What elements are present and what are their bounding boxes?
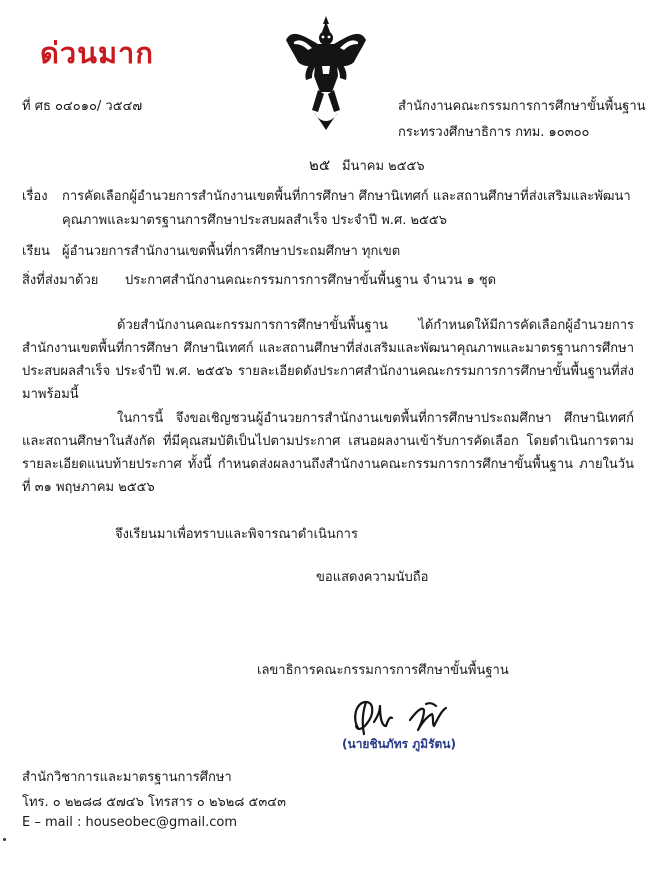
garuda-emblem-icon xyxy=(284,14,368,134)
scan-dot xyxy=(3,838,6,841)
enclosure-label: สิ่งที่ส่งมาด้วย xyxy=(22,273,99,288)
recipient-label: เรียน xyxy=(22,244,50,259)
sender-office-line1: สำนักงานคณะกรรมการการศึกษาขั้นพื้นฐาน xyxy=(398,99,646,114)
urgency-label: ด่วนมาก xyxy=(40,36,154,70)
recipient-text: ผู้อำนวยการสำนักงานเขตพื้นที่การศึกษาประถมศึกษา ทุกเขต xyxy=(62,244,401,259)
enclosure-text: ประกาศสำนักงานคณะกรรมการการศึกษาขั้นพื้นฐาน จำนวน ๑ ชุด xyxy=(125,273,497,288)
footer-phone-fax: โทร. ๐ ๒๒๘๘ ๕๗๔๖ โทรสาร ๐ ๒๖๒๘ ๕๓๔๓ xyxy=(22,795,286,810)
signer-name: (นายชินภัทร ภูมิรัตน) xyxy=(342,737,456,751)
salutation: ขอแสดงความนับถือ xyxy=(316,570,429,585)
subject-line1: การคัดเลือกผู้อำนวยการสำนักงานเขตพื้นที่การศึกษา ศึกษานิเทศก์ และสถานศึกษาที่ส่งเสริมและพัฒนา xyxy=(62,189,631,204)
sender-office-line2: กระทรวงศึกษาธิการ กทม. ๑๐๓๐๐ xyxy=(398,125,590,140)
footer-email: E – mail : houseobec@gmail.com xyxy=(22,815,238,830)
footer-department: สำนักวิชาการและมาตรฐานการศึกษา xyxy=(22,770,232,785)
body-paragraph-1: ด้วยสำนักงานคณะกรรมการการศึกษาขั้นพื้นฐาน ได้กำหนดให้มีการคัดเลือกผู้อำนวยการสำนักงานเขตพื้นที่การศึกษา ศึกษานิเทศก์ และสถานศึกษาที่ส่งเสริมและพัฒนาคุณภาพและมาตรฐานการศึกษาประสบผลสำเร็จ ประจำปี พ.ศ. ๒๕๕๖ รายละเอียดดังประกาศสำนักงานคณะกรรมการการศึกษาขั้นพื้นฐานที่ส่งมาพร้อมนี้ xyxy=(22,318,634,402)
subject-line2: คุณภาพและมาตรฐานการศึกษาประสบผลสำเร็จ ประจำปี พ.ศ. ๒๕๕๖ xyxy=(62,213,447,228)
handwritten-signature xyxy=(344,696,464,740)
signer-title: เลขาธิการคณะกรรมการการศึกษาขั้นพื้นฐาน xyxy=(257,663,509,678)
document-number: ที่ ศธ ๐๔๐๑๐/ ว๕๔๗ xyxy=(22,99,143,114)
body-paragraph-2: ในการนี้ จึงขอเชิญชวนผู้อำนวยการสำนักงานเขตพื้นที่การศึกษาประถมศึกษา ศึกษานิเทศก์ และสถานศึกษาในสังกัด ที่มีคุณสมบัติเป็นไปตามประกาศ เสนอผลงานเข้ารับการคัดเลือก โดยดำเนินการตามรายละเอียดแนบท้ายประกาศ ทั้งนี้ กำหนดส่งผลงานถึงสำนักงานคณะกรรมการการศึกษาขั้นพื้นฐาน ภายในวันที่ ๓๑ พฤษภาคม ๒๕๕๖ xyxy=(22,411,634,495)
closing-request: จึงเรียนมาเพื่อทราบและพิจารณาดำเนินการ xyxy=(115,527,358,542)
subject-label: เรื่อง xyxy=(22,189,48,204)
date-month-year: มีนาคม ๒๕๕๖ xyxy=(342,159,425,174)
date-day: ๒๕ xyxy=(309,156,331,174)
